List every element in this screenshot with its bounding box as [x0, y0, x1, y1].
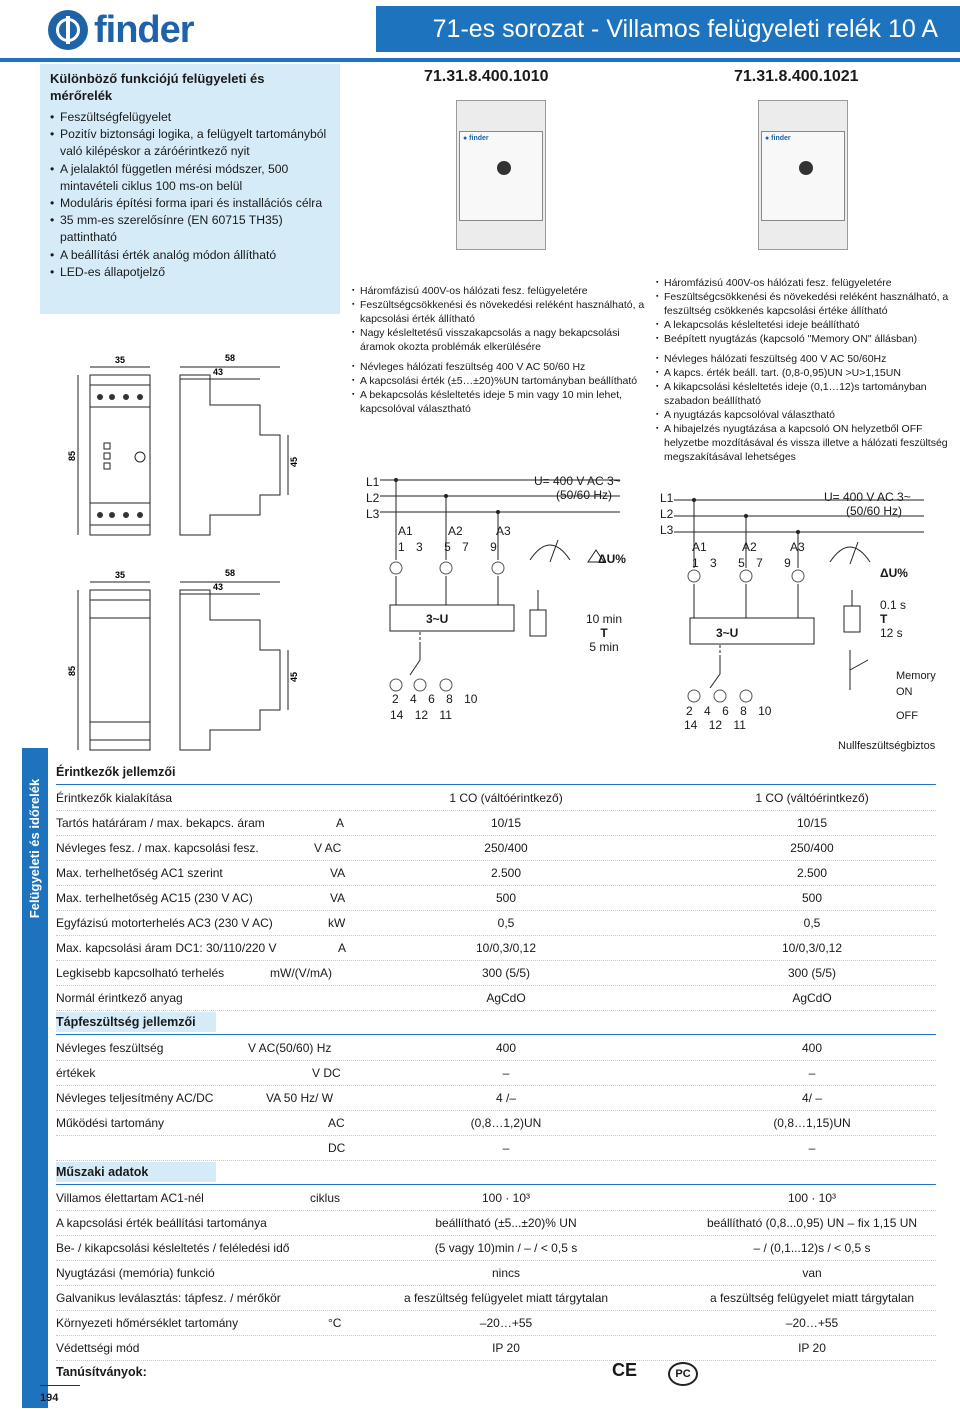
row-label: Egyfázisú motorterhelés AC3 (230 V AC) — [56, 916, 273, 930]
value-1021: a feszültség felügyelet miatt tárgytalan — [709, 1291, 915, 1305]
terminal-A2: A2 — [742, 540, 757, 554]
delay-labels — [586, 612, 622, 654]
memory-off: OFF — [896, 710, 918, 722]
section-divider — [56, 1184, 936, 1185]
desc-item: ▪ Háromfázisú 400V-os hálózati fesz. felügyeletére — [656, 276, 956, 290]
desc-item: ▪ Névleges hálózati feszültség 400 V AC 50/60 Hz — [352, 360, 652, 374]
value-1021: 10/15 — [796, 816, 828, 830]
row-unit: V AC — [314, 841, 342, 855]
cnum: 12 — [708, 718, 723, 732]
delay-T: T — [880, 612, 888, 626]
wiring-diagram-1010 — [360, 470, 650, 730]
value-1021: 300 (5/5) — [787, 966, 837, 980]
row-unit: VA 50 Hz/ W — [266, 1091, 334, 1105]
desc-item: ▪ A nyugtázás kapcsolóval választható — [656, 408, 956, 422]
desc-item: ▪ A kapcs. érték beáll. tart. (0,8-0,95)UN >U>1,15UN — [656, 366, 956, 380]
row-unit: kW — [328, 916, 346, 930]
table-row — [56, 886, 936, 911]
cnum: 14 — [390, 708, 404, 722]
row-label: Villamos élettartam AC1-nél — [56, 1191, 204, 1205]
row-label: értékek — [56, 1066, 96, 1080]
table-row — [56, 786, 936, 811]
row-label: Nyugtázási (memória) funkció — [56, 1266, 215, 1280]
terminal-A3: A3 — [790, 540, 805, 554]
device-brand-label: ● finder — [463, 135, 489, 142]
model-1021-description — [656, 276, 956, 464]
value-1010: nincs — [491, 1266, 520, 1280]
value-1021: 400 — [801, 1041, 823, 1055]
value-1021: 10/0,3/0,12 — [781, 941, 843, 955]
feature-item: • Moduláris építési forma ipari és installációs célra — [50, 195, 335, 212]
row-label: Névleges feszültség — [56, 1041, 164, 1055]
tnum: 9 — [490, 540, 497, 554]
row-unit: °C — [328, 1316, 342, 1330]
phase-labels — [660, 490, 673, 538]
row-unit: VA — [330, 891, 346, 905]
table-row — [56, 986, 936, 1011]
bnum: 8 — [446, 692, 453, 706]
table-row — [56, 1261, 936, 1286]
phase-L1: L1 — [366, 475, 380, 489]
dim-width-58: 58 — [225, 568, 236, 578]
value-1010: 100 · 10³ — [481, 1191, 531, 1205]
phase-L3: L3 — [660, 523, 674, 537]
phase-labels — [366, 474, 379, 522]
value-1010: – — [502, 1141, 510, 1155]
table-row — [56, 861, 936, 886]
desc-item: ▪ A bekapcsolás késleltetés ideje 5 min vagy 10 min lehet, kapcsolóval választható — [352, 388, 652, 416]
device-knob-icon — [497, 161, 511, 175]
value-1010: 10/0,3/0,12 — [475, 941, 537, 955]
terminal-numbers-top — [398, 540, 497, 554]
ce-mark-icon: CE — [612, 1360, 638, 1380]
value-1010: 500 — [495, 891, 517, 905]
dim-width-35: 35 — [115, 570, 126, 580]
value-1021: 100 · 10³ — [787, 1191, 837, 1205]
terminals-top — [692, 540, 822, 554]
delay-max: 12 s — [880, 626, 903, 640]
row-label: A kapcsolási érték beállítási tartománya — [56, 1216, 267, 1230]
bnum: 4 — [410, 692, 417, 706]
desc-item: ▪ Háromfázisú 400V-os hálózati fesz. felügyeletére — [352, 284, 652, 298]
device-front-panel — [459, 131, 543, 221]
table-row — [56, 1086, 936, 1111]
value-1010: 250/400 — [484, 841, 528, 855]
row-unit: A — [336, 816, 345, 830]
phase-L3: L3 — [366, 507, 380, 521]
value-1010: 10/15 — [490, 816, 522, 830]
delay-T: T — [600, 626, 608, 640]
row-label: Védettségi mód — [56, 1341, 140, 1355]
contact-numbers — [390, 708, 452, 722]
phase-L2: L2 — [660, 507, 674, 521]
tnum: 1 — [692, 556, 699, 570]
value-1021: 1 CO (váltóérintkező) — [755, 791, 869, 805]
value-1021: AgCdO — [792, 991, 832, 1005]
table-row — [56, 1211, 936, 1236]
row-unit: A — [338, 941, 347, 955]
value-1010: a feszültség felügyelet miatt tárgytalan — [403, 1291, 609, 1305]
logo-text: finder — [94, 8, 194, 51]
feature-item: • A jelalaktól független mérési módszer, 500 mintavételi ciklus 100 ms-on belül — [50, 161, 335, 195]
row-label: Galvanikus leválasztás: tápfesz. / mérőkör — [56, 1291, 281, 1305]
bnum: 6 — [428, 692, 435, 706]
table-row — [56, 1186, 936, 1211]
row-label: Működési tartomány — [56, 1116, 165, 1130]
desc-item: ▪ A kikapcsolási késleltetés ideje (0,1…12)s tartományban szabadon beállítható — [656, 380, 956, 408]
terminals-top — [398, 524, 528, 538]
table-row — [56, 1136, 936, 1161]
row-label: Legkisebb kapcsolható terhelés — [56, 966, 225, 980]
supply-frequency: (50/60 Hz) — [556, 488, 613, 502]
product-photo-1021 — [758, 100, 848, 250]
dimension-drawing-bottom — [60, 560, 300, 755]
row-unit: V AC(50/60) Hz — [248, 1041, 332, 1055]
value-1010: 1 CO (váltóérintkező) — [449, 791, 563, 805]
memory-label: Memory — [896, 670, 936, 682]
tnum: 3 — [416, 540, 423, 554]
memory-switch-labels — [896, 668, 936, 724]
section-side-label — [22, 748, 48, 948]
row-label: Max. terhelhetőség AC1 szerint — [56, 866, 223, 880]
bnum: 6 — [722, 704, 729, 718]
feature-item: • LED-es állapotjelző — [50, 264, 335, 281]
cnum: 11 — [733, 718, 746, 732]
value-1021: 4/ – — [801, 1091, 822, 1105]
feature-list — [50, 109, 335, 281]
title-bar — [376, 6, 960, 52]
value-1021: – / (0,1...12)s / < 0,5 s — [753, 1241, 871, 1255]
cnum: 14 — [684, 718, 698, 732]
memory-on: ON — [896, 686, 913, 698]
row-label: Normál érintkező anyag — [56, 991, 183, 1005]
section-technical: Műszaki adatok — [56, 1165, 149, 1179]
dim-width-35: 35 — [115, 355, 126, 365]
terminal-A1: A1 — [692, 540, 707, 554]
value-1021: van — [802, 1266, 822, 1280]
table-row — [56, 1111, 936, 1136]
row-label: Névleges fesz. / max. kapcsolási fesz. — [56, 841, 259, 855]
value-1010: (5 vagy 10)min / – / < 0,5 s — [434, 1241, 578, 1255]
terminal-A3: A3 — [496, 524, 511, 538]
dim-width-43: 43 — [213, 582, 224, 592]
delta-u-label: ΔU% — [598, 552, 626, 566]
table-row — [56, 1286, 936, 1311]
model-code-1021: 71.31.8.400.1021 — [734, 68, 859, 85]
value-1021: – — [808, 1141, 816, 1155]
tnum: 9 — [784, 556, 791, 570]
value-1021: 0,5 — [803, 916, 821, 930]
value-1010: 300 (5/5) — [481, 966, 531, 980]
row-label: Max. kapcsolási áram DC1: 30/110/220 V — [56, 941, 277, 955]
value-1010: 400 — [495, 1041, 517, 1055]
delay-min: 5 min — [589, 640, 619, 654]
cnum: 12 — [414, 708, 429, 722]
tnum: 7 — [462, 540, 469, 554]
desc-item: ▪ Beépített nyugtázás (kapcsoló "Memory ON" állásban) — [656, 332, 956, 346]
value-1010: 4 /– — [495, 1091, 516, 1105]
pc-mark-icon: PC — [668, 1362, 698, 1386]
row-unit: AC — [328, 1116, 345, 1130]
value-1010: IP 20 — [492, 1341, 520, 1355]
bnum: 10 — [758, 704, 772, 718]
terminal-numbers-bottom — [392, 692, 477, 706]
dim-width-43: 43 — [213, 367, 224, 377]
row-label: Környezeti hőmérséklet tartomány — [56, 1316, 239, 1330]
terminal-A1: A1 — [398, 524, 413, 538]
delay-min: 0.1 s — [880, 598, 907, 612]
row-label: Max. terhelhetőség AC15 (230 V AC) — [56, 891, 253, 905]
value-1010: (0,8…1,2)UN — [470, 1116, 542, 1130]
table-row — [56, 811, 936, 836]
row-unit: DC — [328, 1141, 346, 1155]
bnum: 4 — [704, 704, 711, 718]
table-row — [56, 1311, 936, 1336]
table-row — [56, 911, 936, 936]
bnum: 8 — [740, 704, 747, 718]
section-contacts: Érintkezők jellemzői — [56, 765, 176, 779]
phase-L1: L1 — [660, 491, 674, 505]
zero-voltage-note: Nullfeszültségbiztos — [838, 740, 936, 752]
desc-item: ▪ Névleges hálózati feszültség 400 V AC 50/60Hz — [656, 352, 956, 366]
row-label: Be- / kikapcsolási késleltetés / feléledési idő — [56, 1241, 290, 1255]
supply-voltage: U= 400 V AC 3~ — [824, 490, 911, 504]
tnum: 5 — [738, 556, 745, 570]
terminal-A2: A2 — [448, 524, 463, 538]
feature-item: • Pozitív biztonsági logika, a felügyelt tartományból való kilépéskor a záróérintkező nyit — [50, 126, 335, 160]
dim-height-85: 85 — [67, 665, 77, 676]
value-1021: – — [808, 1066, 816, 1080]
function-label: 3~U — [426, 612, 449, 626]
row-label: Tartós határáram / max. bekapcs. áram — [56, 816, 265, 830]
table-row — [56, 836, 936, 861]
tnum: 3 — [710, 556, 717, 570]
dimension-drawing-top — [60, 345, 300, 545]
desc-item: ▪ A lekapcsolás késleltetési ideje beállítható — [656, 318, 956, 332]
value-1021: 2.500 — [796, 866, 828, 880]
terminal-numbers-bottom — [686, 704, 771, 718]
value-1010: AgCdO — [486, 991, 526, 1005]
device-brand-label: ● finder — [765, 135, 791, 142]
header-divider — [0, 58, 960, 62]
table-row — [56, 1061, 936, 1086]
features-title: Különböző funkciójú felügyeleti és mérőrelék — [50, 71, 265, 103]
desc-item: ▪ Feszültségcsökkenési és növekedési reléként használható, a kapcsolási érték állítható — [352, 298, 652, 326]
finder-logo — [48, 10, 194, 50]
tnum: 1 — [398, 540, 405, 554]
finder-logo-icon — [48, 10, 88, 50]
delay-max: 10 min — [586, 612, 623, 626]
value-1021: 500 — [801, 891, 823, 905]
bnum: 2 — [686, 704, 693, 718]
phase-L2: L2 — [366, 491, 380, 505]
desc-item: ▪ A hibajelzés nyugtázása a kapcsoló ON helyzetből OFF helyzetbe mozdításával és vissza illetve a hálózati feszültség megszakításával lehetséges — [656, 422, 956, 464]
value-1021: (0,8…1,15)UN — [773, 1116, 851, 1130]
delay-labels — [880, 598, 906, 640]
feature-item: • 35 mm-es szerelősínre (EN 60715 TH35) pattintható — [50, 212, 335, 246]
dim-height-45: 45 — [289, 671, 299, 682]
supply-frequency: (50/60 Hz) — [846, 504, 903, 518]
model-1010-description — [352, 284, 652, 416]
feature-item: • A beállítási érték analóg módon állítható — [50, 247, 335, 264]
page-header — [0, 0, 960, 60]
section-certifications: Tanúsítványok: — [56, 1365, 147, 1379]
page-number-rule — [40, 1385, 80, 1386]
row-label: Névleges teljesítmény AC/DC — [56, 1091, 214, 1105]
page-number: 194 — [40, 1392, 59, 1404]
device-front-panel — [761, 131, 845, 221]
value-1010: beállítható (±5...±20)% UN — [435, 1216, 577, 1230]
function-label: 3~U — [716, 626, 739, 640]
product-photo-1010 — [456, 100, 546, 250]
row-label: Érintkezők kialakítása — [56, 791, 173, 805]
contact-numbers — [684, 718, 746, 732]
value-1021: –20…+55 — [785, 1316, 839, 1330]
bnum: 10 — [464, 692, 478, 706]
desc-item: ▪ Nagy késleltetésű visszakapcsolás a nagy bekapcsolási áramok okozta problémák elkerülésére — [352, 326, 652, 354]
table-row — [56, 936, 936, 961]
row-unit: ciklus — [310, 1191, 341, 1205]
desc-item: ▪ Feszültségcsökkenési és növekedési reléként használható, a feszültség csökkenés kapcsolási értéke állítható — [656, 290, 956, 318]
desc-item: ▪ A kapcsolási érték (±5…±20)%UN tartományban beállítható — [352, 374, 652, 388]
bnum: 2 — [392, 692, 399, 706]
value-1010: –20…+55 — [479, 1316, 533, 1330]
section-divider — [56, 784, 936, 785]
dim-width-58: 58 — [225, 353, 236, 363]
device-knob-icon — [799, 161, 813, 175]
section-divider — [56, 1034, 936, 1035]
tnum: 7 — [756, 556, 763, 570]
value-1010: 0,5 — [497, 916, 515, 930]
delta-u-label: ΔU% — [880, 566, 908, 580]
value-1021: IP 20 — [798, 1341, 826, 1355]
supply-voltage: U= 400 V AC 3~ — [534, 474, 621, 488]
dim-height-45: 45 — [289, 456, 299, 467]
feature-item: • Feszültségfelügyelet — [50, 109, 335, 126]
dim-height-85: 85 — [67, 450, 77, 461]
tnum: 5 — [444, 540, 451, 554]
section-supply: Tápfeszültség jellemzői — [56, 1015, 196, 1029]
table-row — [56, 961, 936, 986]
terminal-numbers-top — [692, 556, 791, 570]
table-row — [56, 1336, 936, 1361]
value-1021: beállítható (0,8...0,95) UN – fix 1,15 UN — [706, 1216, 918, 1230]
value-1010: – — [502, 1066, 510, 1080]
model-code-1010: 71.31.8.400.1010 — [424, 68, 549, 85]
cnum: 11 — [439, 708, 452, 722]
value-1010: 2.500 — [490, 866, 522, 880]
row-unit: VA — [330, 866, 346, 880]
page-title: 71-es sorozat - Villamos felügyeleti relék 10 A — [432, 14, 938, 43]
side-tab-text: Felügyeleti és időrelék — [27, 778, 43, 918]
table-row — [56, 1236, 936, 1261]
row-unit: V DC — [312, 1066, 341, 1080]
value-1021: 250/400 — [790, 841, 834, 855]
table-row — [56, 1036, 936, 1061]
row-unit: mW/(V/mA) — [270, 966, 332, 980]
